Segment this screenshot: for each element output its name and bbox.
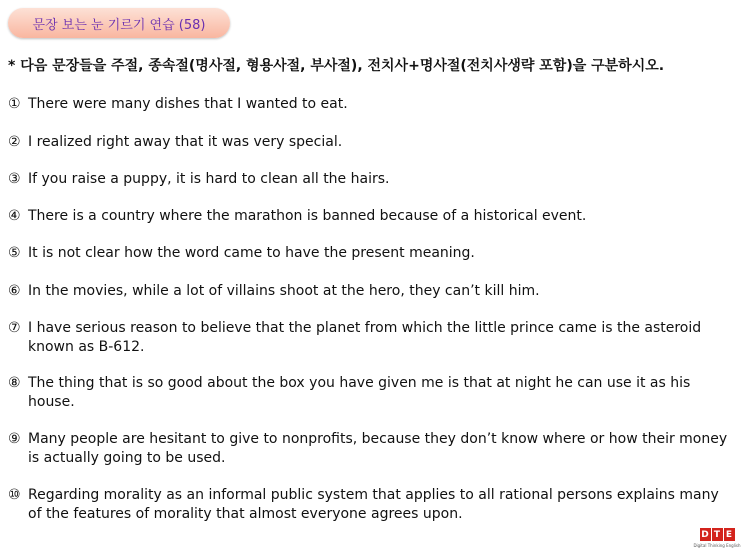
- list-item: [8, 95, 730, 114]
- item-number: ③: [8, 171, 21, 187]
- item-sentence: I have serious reason to believe that the planet from which the little prince came is the asteroid known as B-612.: [28, 320, 702, 355]
- title-pill: [8, 8, 230, 38]
- list-item: [8, 430, 730, 468]
- logo-badge: [700, 528, 735, 541]
- item-number: ④: [8, 208, 21, 224]
- item-number: ⑨: [8, 431, 21, 447]
- item-sentence: Regarding morality as an informal public system that applies to all rational persons explains many of the features of morality that almost everyone agrees upon.: [28, 487, 719, 522]
- logo-letter: T: [712, 528, 723, 541]
- item-sentence: I realized right away that it was very special.: [28, 134, 343, 150]
- logo-letter: E: [724, 528, 735, 541]
- item-number: ②: [8, 134, 21, 150]
- dte-logo: [693, 528, 741, 554]
- item-number: ⑥: [8, 283, 21, 299]
- item-number: ⑤: [8, 245, 21, 261]
- item-sentence: In the movies, while a lot of villains shoot at the hero, they can’t kill him.: [28, 283, 540, 299]
- item-sentence: If you raise a puppy, it is hard to clean all the hairs.: [28, 171, 390, 187]
- item-sentence: It is not clear how the word came to have the present meaning.: [28, 245, 475, 261]
- item-number: ⑧: [8, 375, 21, 391]
- logo-letter: D: [701, 529, 709, 540]
- item-sentence: The thing that is so good about the box you have given me is that at night he can use it as his house.: [28, 375, 691, 410]
- item-sentence: There were many dishes that I wanted to eat.: [28, 96, 348, 112]
- list-item: [8, 207, 730, 226]
- list-item: [8, 282, 730, 301]
- item-sentence: Many people are hesitant to give to nonprofits, because they don’t know where or how their money is actually going to be used.: [28, 431, 728, 466]
- list-item: [8, 374, 730, 412]
- list-item: [8, 319, 730, 357]
- list-item: [8, 244, 730, 263]
- list-item: [8, 170, 730, 189]
- item-number: ⑩: [8, 487, 21, 503]
- item-number: ⑦: [8, 320, 21, 336]
- page-title: 문장 보는 눈 기르기 연습 (58): [32, 17, 206, 33]
- instruction-text: * 다음 문장들을 주절, 종속절(명사절, 형용사절, 부사절), 전치사+명사절(전치사생략 포함)을 구분하시오.: [8, 58, 665, 74]
- logo-tagline: Digital Thinking English: [693, 543, 741, 548]
- list-item: [8, 486, 730, 524]
- list-item: [8, 133, 730, 152]
- item-sentence: There is a country where the marathon is banned because of a historical event.: [28, 208, 587, 224]
- item-number: ①: [8, 96, 21, 112]
